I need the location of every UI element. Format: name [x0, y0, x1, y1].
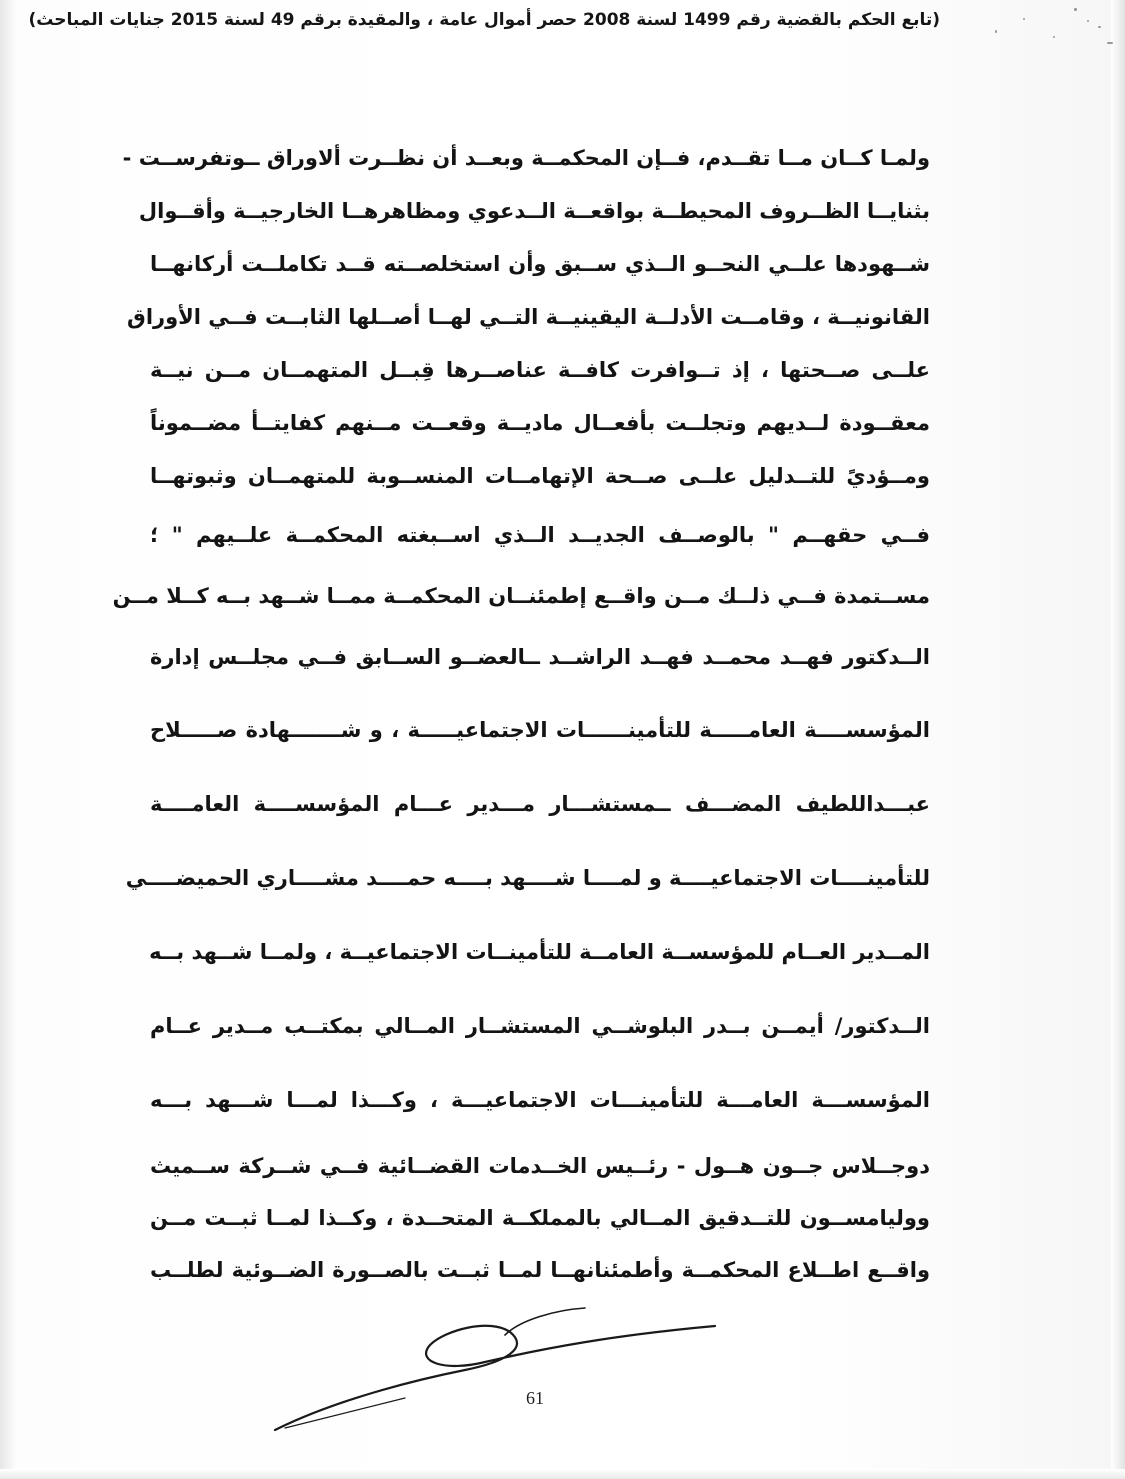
body-line: ولمـا كــان مــا تقــدم، فــإن المحكمــة وبعــد أن نظــرت ألاوراق ــوتفرســت -: [122, 146, 930, 170]
case-header: (تابع الحكم بالقضية رقم 1499 لسنة 2008 حصر أموال عامة ، والمقيدة برقم 49 لسنة 2015 جنايات المباحث): [28, 10, 940, 30]
body-line: القانونيــة ، وقامــت الأدلــة اليقينيــة التــي لهــا أصــلها الثابــت فــي الأوراق: [127, 305, 930, 329]
page-shadow-right: [1111, 0, 1125, 1479]
body-line: معقــودة لــديهم وتجلــت بأفعــال ماديــة وقعــت مــنهم كفايتــأ مضــموناً: [150, 411, 930, 435]
body-line: فــي حقهــم " بالوصــف الجديــد الــذي اســبغته المحكمــة علــيهم " ؛: [150, 523, 930, 547]
page-shadow-left: [0, 0, 18, 1479]
body-line: ومــؤديً للتــدليل علــى صــحة الإتهامــات المنســوبة للمتهمــان وثبوتهــا: [150, 464, 930, 488]
body-line: المــدير العــام للمؤسســة العامــة للتأمينــات الاجتماعيــة ، ولمــا شــهد بــه: [149, 940, 930, 964]
signature-mark: [255, 1290, 725, 1450]
body-line: علــى صــحتها ، إذ تــوافرت كافــة عناصــرها قِبــل المتهمــان مــن نيــة: [150, 358, 930, 382]
body-line: دوجــلاس جــون هــول - رئــيس الخــدمات القضــائية فــي شــركة ســميث: [150, 1154, 930, 1178]
scan-specks: [975, 0, 1125, 60]
body-line: بثنايــا الظــروف المحيطــة بواقعــة الــدعوي ومظاهرهــا الخارجيــة وأقــوال: [138, 199, 930, 223]
page-number: 61: [526, 1388, 544, 1408]
body-line: المؤسســــة العامـــــة للتأمينــــــات الاجتماعيـــــة ، و شـــــــهادة صـــــلاح: [150, 718, 930, 742]
body-line: الــدكتور/ أيمــن بــدر البلوشــي المستشــار المــالي بمكتــب مــدير عــام: [150, 1014, 930, 1038]
body-line: المؤسســـة العامـــة للتأمينـــات الاجتماعيـــة ، وكـــذا لمـــا شـــهد بـــه: [150, 1088, 930, 1112]
body-line: عبـــداللطيف المضـــف ــمستشـــار مـــدير عـــام المؤسســــة العامــــة: [150, 792, 930, 816]
body-line: واقــع اطــلاع المحكمــة وأطمئنانهــا لمــا ثبــت بالصــورة الضــوئية لطلــب: [150, 1258, 930, 1282]
page-shadow-bottom: [0, 1469, 1125, 1479]
body-line: شــهودها علــي النحــو الــذي ســبق وأن استخلصــته قــد تكاملــت أركانهــا: [150, 252, 930, 276]
body-line: للتأمينــــات الاجتماعيــــة و لمــــا شــــهد بــــه حمــــد مشــــاري الحميضــــي: [125, 866, 930, 890]
body-line: وولیامســون للتــدقيق المــالي بالمملكــة المتحــدة ، وكــذا لمــا ثبــت مــن: [150, 1206, 930, 1230]
body-line: مســتمدة فــي ذلــك مــن واقــع إطمئنــان المحكمــة ممــا شــهد بــه كــلا مــن: [112, 584, 930, 608]
body-line: الــدكتور فهــد محمــد فهــد الراشــد ــالعضــو الســابق فــي مجلــس إدارة: [150, 645, 930, 669]
